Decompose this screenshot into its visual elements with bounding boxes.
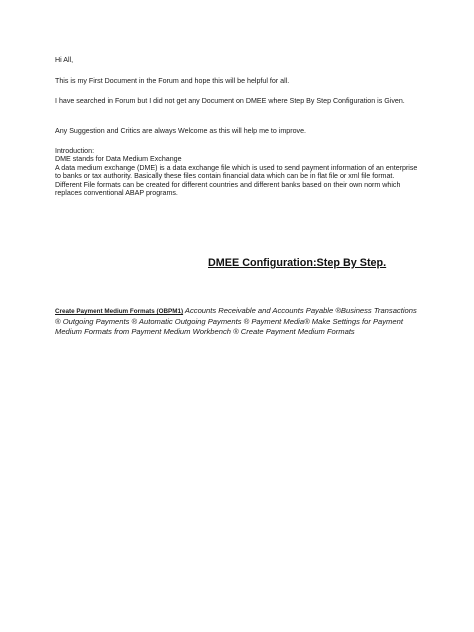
greeting-text: Hi All,: [55, 56, 74, 64]
introduction-label: Introduction:: [55, 147, 95, 155]
first-document-text: This is my First Document in the Forum and hope this will be helpful for all.: [55, 77, 290, 85]
section-heading: DMEE Configuration:Step By Step.: [208, 257, 387, 269]
dme-description: A data medium exchange (DME) is a data exchange file which is used to send payment information of an enterprise to banks or tax authority. Basically these files contain financial data which can be in flat file or xml file format. Different File formats can be created for different countries and different banks based on their own norm which replaces conventional ABAP programs.: [55, 163, 418, 198]
obpm-menu-path: Accounts Receivable and Accounts Payable ®Business Transactions ® Outgoing Payments ® Automatic Outgoing Payments ® Payment Media® Make Settings for Payment Medium Formats from Payment Medium Workbench ® Create Payment Medium Formats: [55, 306, 417, 337]
suggestions-text: Any Suggestion and Critics are always Welcome as this will help me to improve.: [55, 127, 307, 135]
search-note-text: I have searched in Forum but I did not get any Document on DMEE where Step By Step Configuration is Given.: [55, 97, 405, 105]
obpm-label: Create Payment Medium Formats (OBPM1): [55, 308, 184, 315]
introduction-section: [55, 147, 420, 197]
dme-definition: DME stands for Data Medium Exchange: [55, 155, 182, 164]
obpm-paragraph: [55, 306, 420, 338]
